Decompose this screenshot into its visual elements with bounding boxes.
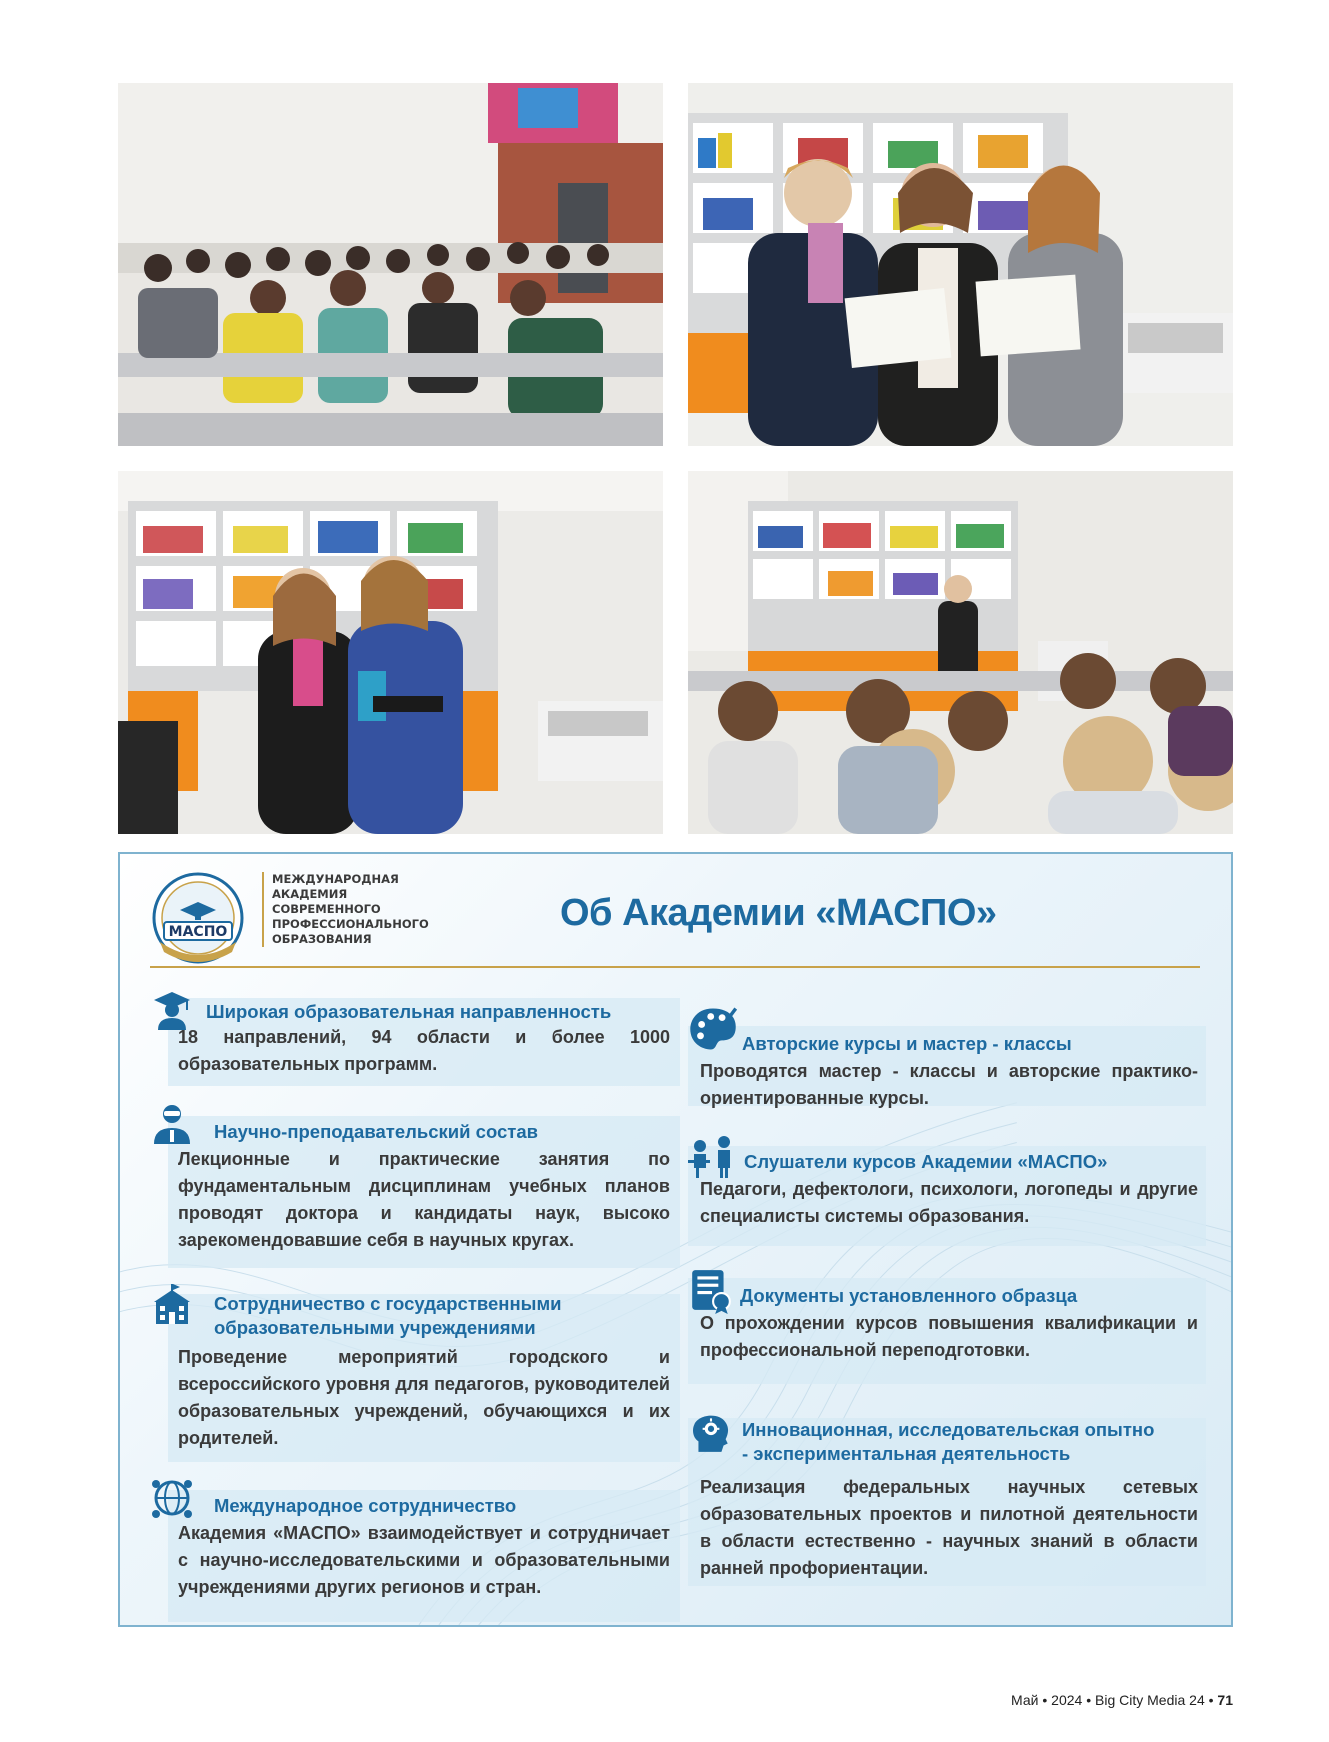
box-title: Об Академии «МАСПО»	[560, 892, 997, 934]
seminar-audience-photo	[688, 471, 1233, 834]
item-text: Педагоги, дефектологи, психологи, логопеды и другие специалисты системы образования.	[700, 1179, 1198, 1226]
logo-text	[262, 872, 429, 947]
palette-icon	[688, 1004, 738, 1054]
item-text: Проводятся мастер - классы и авторские практико-ориентированные курсы.	[700, 1061, 1198, 1108]
students-icon	[688, 1134, 740, 1178]
innovation-head-icon	[688, 1410, 734, 1456]
item-heading: Научно-преподавательский состав	[214, 1121, 539, 1142]
logo-text-line: СОВРЕМЕННОГО	[272, 902, 381, 916]
item-heading: Международное сотрудничество	[214, 1495, 517, 1516]
school-building-icon	[150, 1284, 194, 1328]
item-text: Академия «МАСПО» взаимодействует и сотрудничает с научно-исследовательскими и образовательными учреждениями других регионов и стран.	[178, 1523, 670, 1597]
classroom-lecture-photo	[118, 83, 663, 446]
footer-separator: •	[1042, 1692, 1048, 1708]
item-heading: Авторские курсы и мастер - классы	[742, 1033, 1072, 1054]
book-presentation-photo	[118, 471, 663, 834]
footer-publication: Big City Media 24	[1095, 1692, 1205, 1708]
item-text: О прохождении курсов повышения квалификации и профессиональной переподготовки.	[700, 1313, 1198, 1360]
footer-year: 2024	[1051, 1692, 1083, 1708]
item-international-cooperation	[150, 1476, 680, 1622]
item-wide-education	[150, 986, 680, 1086]
certificate-document-icon	[688, 1268, 734, 1314]
footer-separator: •	[1086, 1692, 1092, 1708]
logo-text-line: МЕЖДУНАРОДНАЯ	[272, 872, 399, 886]
footer-month: Май	[1011, 1692, 1039, 1708]
page-footer	[1011, 1692, 1233, 1708]
item-heading: Инновационная, исследовательская опытно - экспериментальная деятельность	[742, 1419, 1155, 1464]
academy-info-box	[118, 852, 1233, 1627]
certificate-award-photo	[688, 83, 1233, 446]
item-author-courses	[688, 1004, 1206, 1106]
logo-text-line: АКАДЕМИЯ	[272, 887, 348, 901]
logo-name: МАСПО	[168, 924, 228, 940]
item-text: Лекционные и практические занятия по фундаментальным дисциплинам учебных планов проводят доктора и кандидаты наук, высоко зарекомендовавшие себя в научных кругах.	[178, 1149, 670, 1250]
maspo-logo	[150, 872, 246, 968]
item-heading: Слушатели курсов Академии «МАСПО»	[744, 1151, 1108, 1172]
item-course-students	[688, 1134, 1206, 1246]
globe-network-icon	[150, 1476, 194, 1520]
teacher-icon	[150, 1100, 194, 1144]
footer-separator: •	[1208, 1692, 1214, 1708]
item-documents	[688, 1268, 1206, 1384]
item-state-cooperation	[150, 1284, 680, 1462]
item-heading: Сотрудничество с государственными образовательными учреждениями	[214, 1293, 562, 1338]
logo-text-line: ОБРАЗОВАНИЯ	[272, 932, 372, 946]
item-heading: Широкая образовательная направленность	[206, 1001, 612, 1022]
gold-divider	[150, 966, 1200, 968]
item-innovation	[688, 1410, 1206, 1586]
page-number: 71	[1217, 1692, 1233, 1708]
item-text: Реализация федеральных научных сетевых образовательных проектов и пилотной деятельности в области естественно - научных знаний в области ранней профориентации.	[700, 1477, 1198, 1578]
item-heading: Документы установленного образца	[740, 1285, 1078, 1306]
item-text: Проведение мероприятий городского и всероссийского уровня для педагогов, руководителей образовательных учреждений, обучающихся и их родителей.	[178, 1347, 670, 1448]
item-teaching-staff	[150, 1100, 680, 1268]
logo-text-line: ПРОФЕССИОНАЛЬНОГО	[272, 917, 429, 931]
item-text: 18 направлений, 94 области и более 1000 образовательных программ.	[178, 1027, 670, 1074]
